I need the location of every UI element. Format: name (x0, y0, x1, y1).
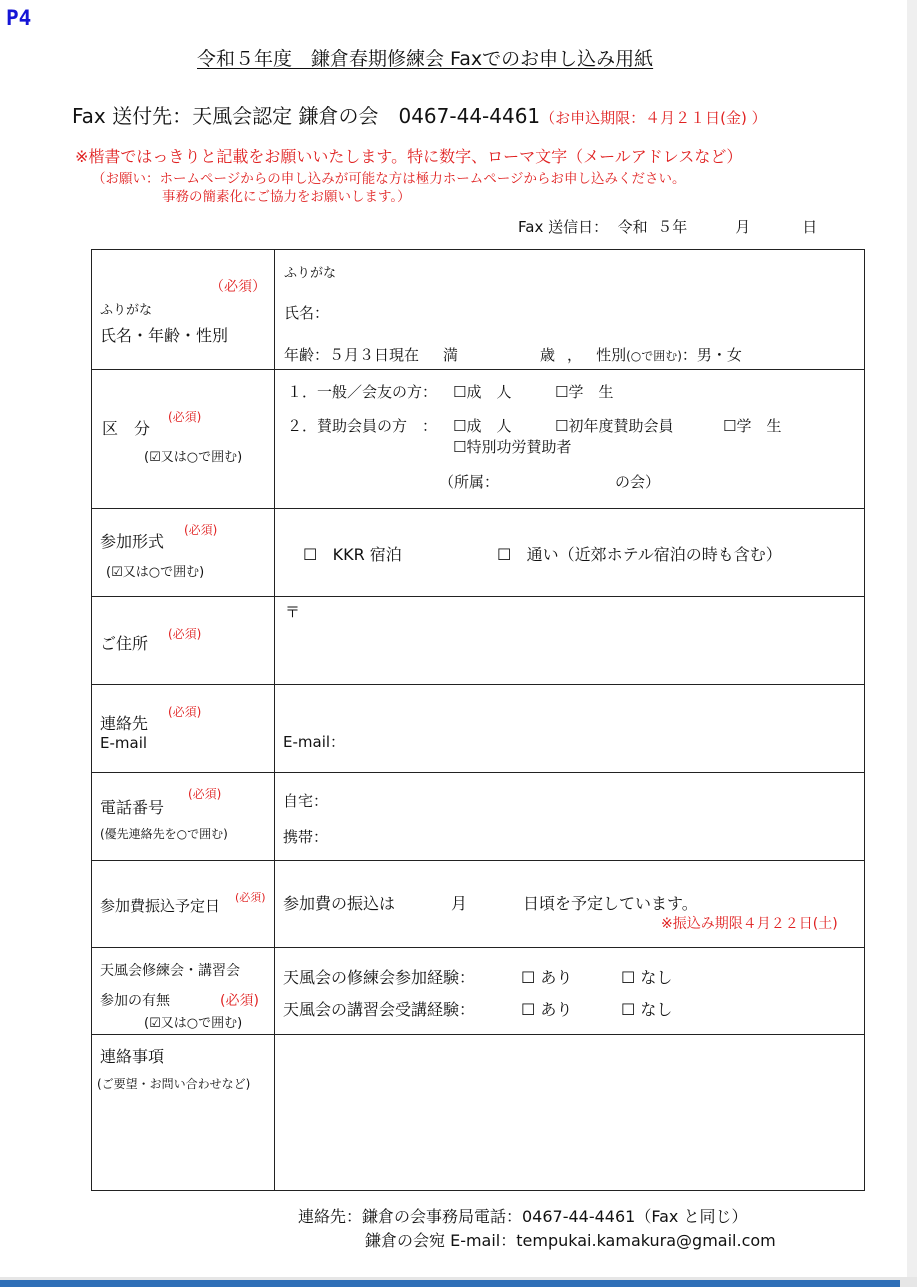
send-date-day: 日 (802, 218, 818, 236)
priority-hint: (優先連絡先を○で囲む) (100, 827, 228, 841)
format-field-cell (275, 509, 865, 597)
phone-label: 電話番号 (100, 798, 165, 817)
required-mark: （必須） (210, 279, 266, 295)
fax-destination (72, 100, 767, 129)
gender-label: 性別 (596, 346, 627, 364)
remarks-hint: (ご要望・お問い合わせなど) (97, 1077, 251, 1091)
payment-label: 参加費振込予定日 (100, 897, 221, 915)
row-payment (92, 861, 865, 948)
payment-deadline: ※振込み期限４月２２日(土) (661, 916, 838, 932)
row-experience (92, 948, 865, 1035)
category-line2-label: ２．賛助会員の方 ： (287, 417, 438, 435)
gender-hint: (○で囲む) (626, 349, 682, 363)
required-mark: (必須) (184, 523, 218, 537)
form-title: 令和５年度 鎌倉春期修練会 Faxでのお申し込み用紙 (197, 48, 654, 70)
row-phone (92, 773, 865, 861)
affiliation-open: （所属： (439, 473, 500, 491)
row-contact (92, 685, 865, 773)
training-no-checkbox[interactable]: ☐ なし (621, 968, 673, 987)
check-hint: (☑又は○で囲む) (144, 450, 243, 465)
address-label: ご住所 (100, 634, 149, 653)
phone-field-cell (275, 773, 865, 861)
mobile-phone-label[interactable]: 携帯： (283, 828, 329, 846)
row-format (92, 509, 865, 597)
application-form-table (91, 249, 865, 1191)
age-comma: ， (567, 346, 583, 364)
name-age-gender-label: 氏名・年齢・性別 (100, 326, 229, 345)
training-experience-question: 天風会の修練会参加経験： (283, 968, 476, 987)
age-prefix: 年齢：５月３日現在 (284, 346, 420, 364)
training-yes-checkbox[interactable]: ☐ あり (521, 968, 573, 987)
payment-month: 月 (451, 894, 468, 913)
row-category (92, 370, 865, 509)
send-date-label: Fax 送信日： (518, 218, 609, 236)
furigana-label: ふりがな (100, 303, 153, 318)
checkbox-icon: ☐ (497, 545, 512, 564)
lecture-experience-question: 天風会の講習会受講経験： (283, 1000, 476, 1019)
window-bottom-bar (0, 1280, 900, 1287)
special-merit-supporter-checkbox[interactable]: ☐特別功労賛助者 (453, 438, 572, 456)
category-line1-label: １．一般／会友の方： (287, 383, 438, 401)
experience-field-cell (275, 948, 865, 1035)
send-date-era: 令和 (617, 218, 648, 236)
kkr-stay-label: KKR 宿泊 (332, 545, 402, 564)
lecture-no-checkbox[interactable]: ☐ なし (621, 1000, 673, 1019)
commute-checkbox[interactable] (497, 542, 782, 565)
remarks-label: 連絡事項 (100, 1047, 165, 1066)
address-field-cell[interactable] (275, 597, 865, 685)
footer-contact-email: 鎌倉の会宛 E-mail：tempukai.kamakura@gmail.com (365, 1231, 776, 1250)
checkbox-icon: ☐ (303, 545, 318, 564)
home-phone-label[interactable]: 自宅： (283, 792, 329, 810)
required-mark: (必須) (220, 993, 259, 1009)
required-mark: (必須) (235, 891, 266, 904)
age-unit: 歳 (540, 346, 556, 364)
name-field-label: 氏名： (284, 304, 330, 322)
age-gender-line (284, 344, 742, 365)
page-label: P4 (6, 6, 32, 30)
kkr-stay-checkbox[interactable] (303, 542, 402, 565)
experience-label-line2: 参加の有無 (100, 993, 170, 1009)
send-date-month: 月 (735, 218, 751, 236)
footer-contact-phone: 連絡先：鎌倉の会事務局電話：0467-44-4461（Fax と同じ） (298, 1207, 748, 1226)
category-field-cell (275, 370, 865, 509)
handwriting-note: ※楷書ではっきりと記載をお願いいたします。特に数字、ローマ文字（メールアドレスなど） (75, 147, 743, 166)
category-label: 区 分 (102, 419, 151, 438)
remarks-field-cell[interactable] (275, 1035, 865, 1191)
general-adult-checkbox[interactable]: ☐成 人 (453, 383, 512, 401)
payment-text-suffix: 日頃を予定しています。 (523, 894, 698, 913)
application-deadline: （お申込期限：４月２１日(金) ） (540, 109, 767, 127)
supporting-adult-checkbox[interactable]: ☐成 人 (453, 417, 512, 435)
page-shadow-right (907, 0, 917, 1287)
experience-label-line1: 天風会修練会・講習会 (100, 963, 240, 979)
name-field-cell[interactable] (275, 250, 865, 370)
required-mark: (必須) (168, 705, 202, 719)
general-student-checkbox[interactable]: ☐学 生 (555, 383, 614, 401)
commute-label: 通い（近郊ホテル宿泊の時も含む） (526, 545, 782, 564)
send-date-year: ５年 (657, 218, 688, 236)
payment-field-cell[interactable] (275, 861, 865, 948)
contact-email-label: E-mail (100, 734, 148, 752)
payment-text-prefix: 参加費の振込は (283, 894, 396, 913)
lecture-yes-checkbox[interactable]: ☐ あり (521, 1000, 573, 1019)
payment-text (283, 891, 698, 914)
format-label: 参加形式 (100, 532, 165, 551)
request-note-line1: （お願い：ホームページからの申し込みが可能な方は極力ホームページからお申し込みください。 (92, 171, 686, 187)
email-field-cell[interactable] (275, 685, 865, 773)
affiliation-close: の会） (615, 473, 661, 491)
row-name (92, 250, 865, 370)
age-full: 満 (443, 346, 459, 364)
required-mark: (必須) (188, 787, 222, 801)
supporting-student-checkbox[interactable]: ☐学 生 (723, 417, 782, 435)
fax-destination-text: Fax 送付先：天風会認定 鎌倉の会 0467-44-4461 (72, 104, 541, 128)
email-field-label: E-mail： (283, 733, 346, 751)
request-note (92, 170, 812, 206)
check-hint: (☑又は○で囲む) (106, 565, 205, 580)
furigana-field-label: ふりがな (284, 266, 337, 281)
check-hint: (☑又は○で囲む) (144, 1016, 243, 1031)
first-year-supporter-checkbox[interactable]: ☐初年度賛助会員 (555, 417, 674, 435)
fax-send-date (518, 216, 817, 237)
gender-options[interactable]: ：男・女 (681, 346, 742, 364)
postal-mark: 〒 (285, 603, 301, 621)
row-remarks (92, 1035, 865, 1191)
required-mark: (必須) (168, 410, 202, 424)
request-note-line2: 事務の簡素化にご協力をお願いします。） (162, 189, 411, 205)
contact-label: 連絡先 (100, 714, 149, 733)
required-mark: (必須) (168, 627, 202, 641)
row-address (92, 597, 865, 685)
